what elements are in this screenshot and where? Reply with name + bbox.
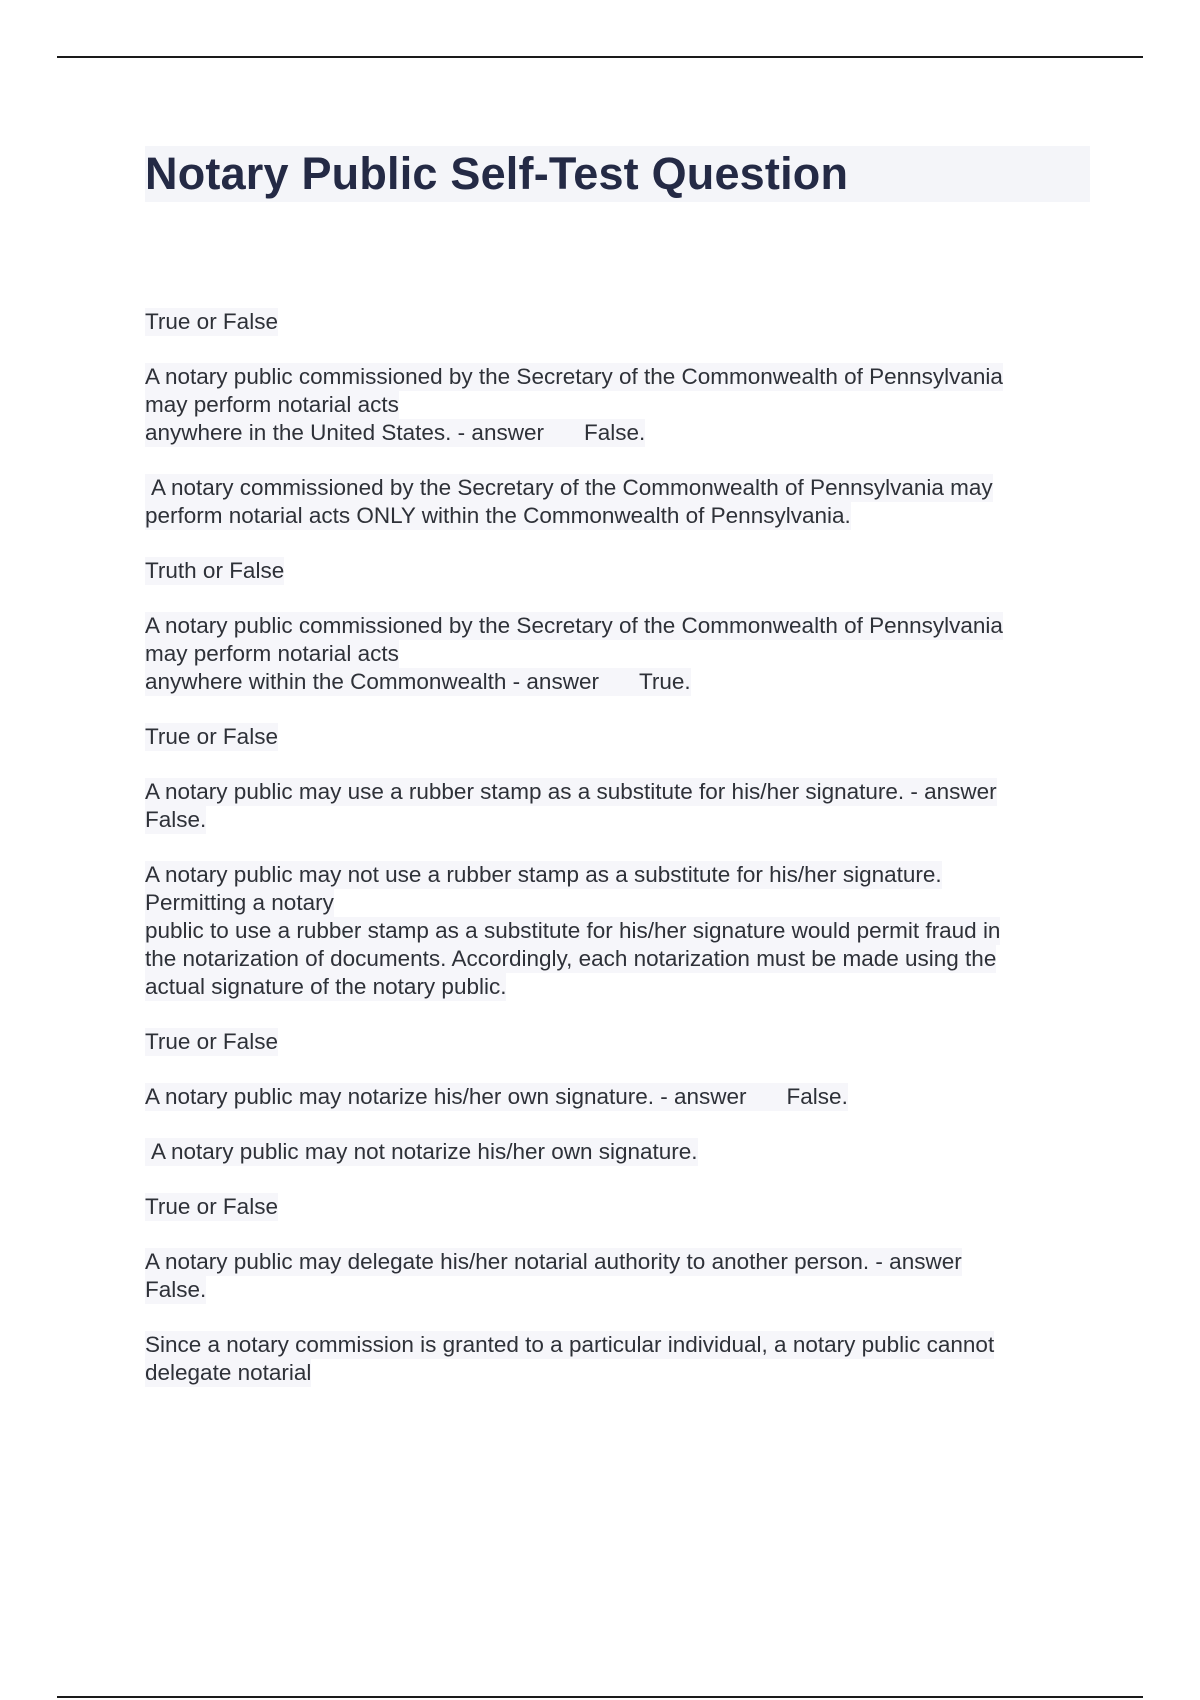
answer-prompt: A notary public may notarize his/her own signature. - answer — [145, 1084, 747, 1109]
question-text — [145, 1248, 1090, 1304]
answer-value: False. — [583, 420, 646, 445]
document-page — [145, 146, 1090, 1414]
answer-line — [145, 668, 691, 696]
title-block — [145, 146, 1090, 202]
text-line: Since a notary commission is granted to a particular individual, a notary public cannot — [145, 1332, 995, 1357]
question-text — [145, 1083, 1090, 1111]
text-line: A notary public commissioned by the Secretary of the Commonwealth of Pennsylvania — [145, 364, 1003, 389]
text-line: Permitting a notary — [145, 890, 334, 915]
explanation-text — [145, 861, 1090, 1001]
page-title: Notary Public Self-Test Question — [145, 148, 849, 199]
top-rule — [57, 56, 1143, 58]
answer-value: False. — [786, 1084, 848, 1109]
bottom-rule — [57, 1696, 1143, 1698]
text-line: True or False — [145, 1029, 278, 1054]
text-line: A notary public may use a rubber stamp as a substitute for his/her signature. - answer — [145, 779, 997, 804]
text-line: may perform notarial acts — [145, 641, 399, 666]
text-line: A notary public may delegate his/her notarial authority to another person. - answer — [145, 1249, 962, 1274]
text-line: True or False — [145, 724, 278, 749]
text-line: delegate notarial — [145, 1360, 312, 1385]
question-label — [145, 308, 1090, 336]
text-line: False. — [145, 807, 207, 832]
explanation-text — [145, 1331, 1090, 1387]
text-line: the notarization of documents. Accordingly, each notarization must be made using the — [145, 946, 997, 971]
question-label — [145, 1193, 1090, 1221]
text-line: may perform notarial acts — [145, 392, 399, 417]
text-line: actual signature of the notary public. — [145, 974, 507, 999]
question-text — [145, 778, 1090, 834]
question-label — [145, 1028, 1090, 1056]
text-line: A notary public commissioned by the Secretary of the Commonwealth of Pennsylvania — [145, 613, 1003, 638]
answer-value: True. — [638, 669, 691, 694]
text-line: public to use a rubber stamp as a substitute for his/her signature would permit fraud in — [145, 918, 1001, 943]
answer-line — [145, 1083, 848, 1111]
answer-prompt: anywhere in the United States. - answer — [145, 420, 544, 445]
text-line: A notary public may not use a rubber stamp as a substitute for his/her signature. — [145, 862, 942, 887]
answer-prompt: anywhere within the Commonwealth - answer — [145, 669, 599, 694]
explanation-text — [145, 474, 1090, 530]
document-body — [145, 308, 1090, 1387]
question-label — [145, 557, 1090, 585]
text-line: A notary public may not notarize his/her own signature. — [145, 1138, 698, 1166]
question-text — [145, 363, 1090, 447]
explanation-text — [145, 1138, 1090, 1166]
text-line: True or False — [145, 309, 278, 334]
text-line: True or False — [145, 1194, 278, 1219]
text-line: perform notarial acts ONLY within the Commonwealth of Pennsylvania. — [145, 503, 851, 528]
text-line: A notary commissioned by the Secretary of the Commonwealth of Pennsylvania may — [145, 474, 993, 502]
text-line: False. — [145, 1277, 207, 1302]
text-line: Truth or False — [145, 558, 285, 583]
answer-line — [145, 419, 645, 447]
question-label — [145, 723, 1090, 751]
question-text — [145, 612, 1090, 696]
